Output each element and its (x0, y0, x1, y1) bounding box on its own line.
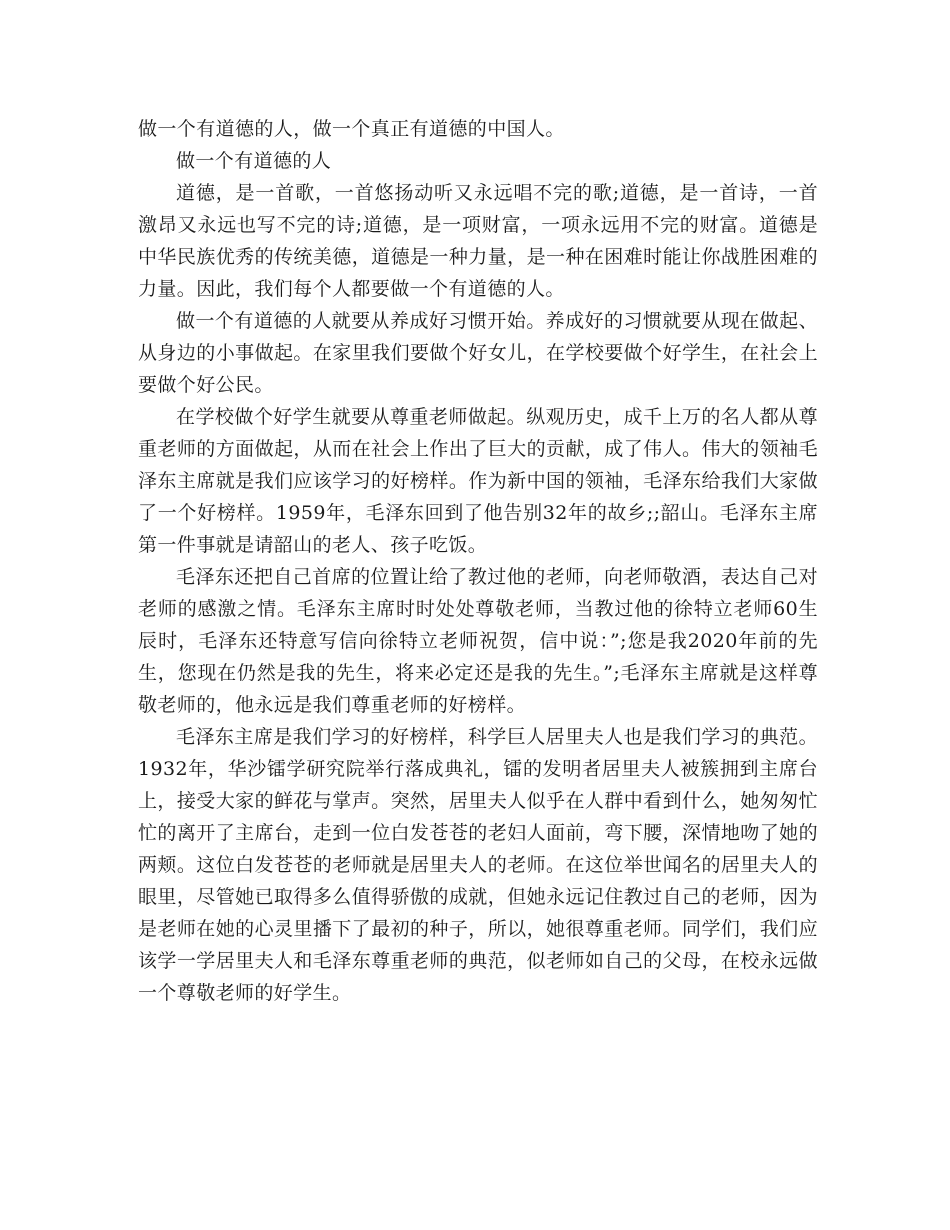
paragraph: 毛泽东主席是我们学习的好榜样，科学巨人居里夫人也是我们学习的典范。1932年，华沙镭学研究院举行落成典礼，镭的发明者居里夫人被簇拥到主席台上，接受大家的鲜花与掌声。突然，居里夫人似乎在人群中看到什么，她匆匆忙忙的离开了主席台，走到一位白发苍苍的老妇人面前，弯下腰，深情地吻了她的两颊。这位白发苍苍的老师就是居里夫人的老师。在这位举世闻名的居里夫人的眼里，尽管她已取得多么值得骄傲的成就，但她永远记住教过自己的老师，因为是老师在她的心灵里播下了最初的种子，所以，她很尊重老师。同学们，我们应该学一学居里夫人和毛泽东尊重老师的典范，似老师如自己的父母，在校永远做一个尊敬老师的好学生。 (138, 726, 818, 1004)
section-heading: 做一个有道德的人 (176, 150, 332, 172)
document-body (138, 113, 818, 1009)
paragraph-intro: 做一个有道德的人，做一个真正有道德的中国人。 (138, 118, 565, 140)
paragraph: 在学校做个好学生就要从尊重老师做起。纵观历史，成千上万的名人都从尊重老师的方面做起，从而在社会上作出了巨大的贡献，成了伟人。伟大的领袖毛泽东主席就是我们应该学习的好榜样。作为新中国的领袖，毛泽东给我们大家做了一个好榜样。1959年，毛泽东回到了他告别32年的故乡;;韶山。毛泽东主席第一件事就是请韶山的老人、孩子吃饭。 (138, 406, 818, 556)
paragraph: 做一个有道德的人就要从养成好习惯开始。养成好的习惯就要从现在做起、从身边的小事做起。在家里我们要做个好女儿，在学校要做个好学生，在社会上要做个好公民。 (138, 310, 818, 396)
paragraph: 毛泽东还把自己首席的位置让给了教过他的老师，向老师敬酒，表达自己对老师的感激之情。毛泽东主席时时处处尊敬老师，当教过他的徐特立老师60生辰时，毛泽东还特意写信向徐特立老师祝贺，信中说：”;您是我2020年前的先生，您现在仍然是我的先生，将来必定还是我的先生。”;毛泽东主席就是这样尊敬老师的，他永远是我们尊重老师的好榜样。 (138, 566, 818, 716)
paragraph: 道德，是一首歌，一首悠扬动听又永远唱不完的歌;道德，是一首诗，一首激昂又永远也写不完的诗;道德，是一项财富，一项永远用不完的财富。道德是中华民族优秀的传统美德，道德是一种力量，是一种在困难时能让你战胜困难的力量。因此，我们每个人都要做一个有道德的人。 (138, 182, 818, 300)
